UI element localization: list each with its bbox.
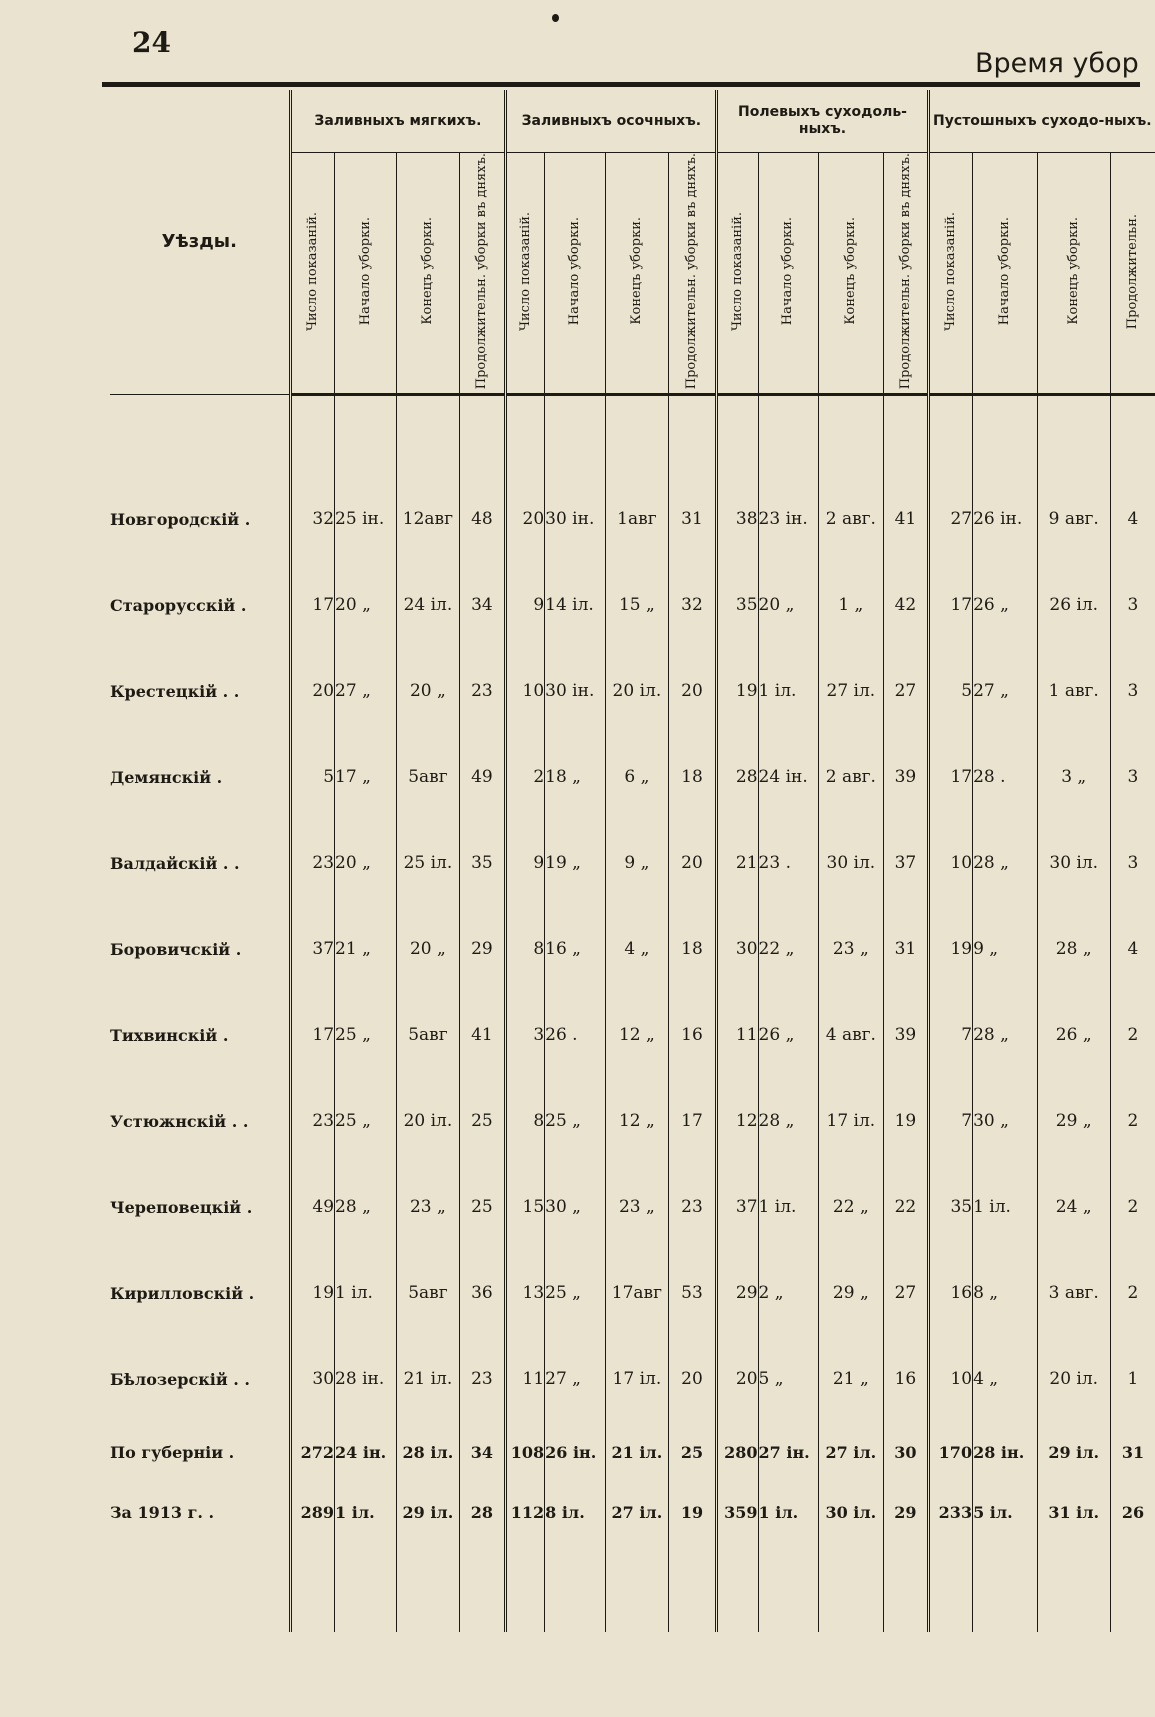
table-cell: 42 xyxy=(884,562,928,648)
table-cell: 26 „ xyxy=(973,562,1037,648)
table-cell: 27 xyxy=(884,1250,928,1336)
table-cell: 5авг xyxy=(397,734,459,820)
table-cell: 19 xyxy=(928,906,972,992)
table-cell: 20 xyxy=(290,648,334,734)
table-cell: 3 xyxy=(1110,648,1155,734)
table-cell: 35 xyxy=(717,562,758,648)
table-cell: 41 xyxy=(884,476,928,562)
table-cell: 1авг xyxy=(606,476,668,562)
table-cell: 2 xyxy=(1110,1078,1155,1164)
table-cell: 25 „ xyxy=(335,992,397,1078)
table-cell: 23 . xyxy=(758,820,818,906)
table-cell: 22 „ xyxy=(758,906,818,992)
table-cell: 20 „ xyxy=(397,906,459,992)
table-cell: 23 „ xyxy=(818,906,884,992)
table-cell: 31 xyxy=(1110,1422,1155,1482)
table-cell: 17 xyxy=(928,734,972,820)
table-row xyxy=(110,1078,1155,1164)
district-header-label: Уѣзды. xyxy=(161,231,237,253)
table-cell: 272 xyxy=(290,1422,334,1482)
district-name: Новгородскій . xyxy=(110,509,251,529)
table-cell: 19 xyxy=(717,648,758,734)
table-cell: 4 xyxy=(1110,476,1155,562)
table-cell: 3 „ xyxy=(1037,734,1110,820)
table-cell: 20 „ xyxy=(335,820,397,906)
table-cell: 27 ін. xyxy=(758,1422,818,1482)
district-name: Бѣлозерскій . . xyxy=(110,1369,250,1389)
table-row xyxy=(110,648,1155,734)
table-cell: 24 ін. xyxy=(758,734,818,820)
table-cell: 37 xyxy=(290,906,334,992)
table-cell: 24 „ xyxy=(1037,1164,1110,1250)
table-cell: 4 xyxy=(1110,906,1155,992)
table-cell: 9 авг. xyxy=(1037,476,1110,562)
table-cell: 5 „ xyxy=(758,1336,818,1422)
table-cell: 29 „ xyxy=(818,1250,884,1336)
table-cell: 30 іл. xyxy=(818,820,884,906)
table-cell: 28 „ xyxy=(973,820,1037,906)
table-cell: 3 xyxy=(506,992,545,1078)
table-cell: 20 іл. xyxy=(397,1078,459,1164)
district-name: Старорусскій . xyxy=(110,595,247,615)
table-cell: 17 іл. xyxy=(818,1078,884,1164)
table-cell: 4 „ xyxy=(606,906,668,992)
table-cell: 12 xyxy=(717,1078,758,1164)
table-cell: 16 xyxy=(668,992,717,1078)
table-cell: 21 „ xyxy=(818,1336,884,1422)
table-cell: 28 ін. xyxy=(335,1336,397,1422)
table-cell: 29 xyxy=(717,1250,758,1336)
group-header: Полевыхъ суходоль-ныхъ. xyxy=(717,90,928,153)
table-cell: 233 xyxy=(928,1482,972,1542)
table-cell: 1 іл. xyxy=(758,648,818,734)
table-cell: 30 „ xyxy=(545,1164,606,1250)
table-cell: 8 xyxy=(506,1078,545,1164)
table-cell: 29 xyxy=(459,906,506,992)
table-cell: 28 ін. xyxy=(973,1422,1037,1482)
table-cell: 2 xyxy=(1110,992,1155,1078)
table-cell: 20 xyxy=(506,476,545,562)
table-cell: 26 „ xyxy=(1037,992,1110,1078)
table-cell: 20 xyxy=(668,648,717,734)
table-cell: 10 xyxy=(928,820,972,906)
table-cell: 9 „ xyxy=(973,906,1037,992)
table-cell: 19 xyxy=(884,1078,928,1164)
table-cell: 27 „ xyxy=(973,648,1037,734)
table-cell: 30 xyxy=(290,1336,334,1422)
table-row xyxy=(110,1164,1155,1250)
table-cell: 26 xyxy=(1110,1482,1155,1542)
table-cell: 21 іл. xyxy=(606,1422,668,1482)
sub-header: Конецъ уборки. xyxy=(629,217,645,325)
table-cell: 25 xyxy=(459,1164,506,1250)
sub-header: Продолжительн. уборки въ дняхъ. xyxy=(684,153,700,390)
table-cell: 5авг xyxy=(397,992,459,1078)
table-cell: 23 „ xyxy=(606,1164,668,1250)
table-cell: 1 іл. xyxy=(973,1164,1037,1250)
table-cell: 1 авг. xyxy=(1037,648,1110,734)
sub-header: Продолжительн. уборки въ дняхъ. xyxy=(474,153,490,390)
sub-header: Продолжительн. уборки въ дняхъ. xyxy=(897,153,913,390)
sub-header: Число показаній. xyxy=(943,211,959,331)
district-name: За 1913 г. . xyxy=(110,1502,215,1522)
table-cell: 23 xyxy=(668,1164,717,1250)
group-header: Пустошныхъ суходо-ныхъ. xyxy=(928,90,1155,153)
table-cell: 25 „ xyxy=(335,1078,397,1164)
table-cell: 112 xyxy=(506,1482,545,1542)
table-cell: 25 „ xyxy=(545,1078,606,1164)
table-cell: 20 xyxy=(668,1336,717,1422)
sub-header: Начало уборки. xyxy=(780,217,796,326)
table-cell: 28 „ xyxy=(335,1164,397,1250)
table-cell: 13 xyxy=(506,1250,545,1336)
table-cell: 3 xyxy=(1110,820,1155,906)
table-cell: 16 xyxy=(884,1336,928,1422)
table-cell: 23 „ xyxy=(397,1164,459,1250)
table-cell: 7 xyxy=(928,992,972,1078)
table-cell: 17 xyxy=(668,1078,717,1164)
table-cell: 27 „ xyxy=(335,648,397,734)
table-cell: 1 іл. xyxy=(335,1482,397,1542)
table-cell: 23 xyxy=(290,1078,334,1164)
table-cell: 5 іл. xyxy=(973,1482,1037,1542)
table-cell: 26 ін. xyxy=(545,1422,606,1482)
table-cell: 3 авг. xyxy=(1037,1250,1110,1336)
sub-header: Конецъ уборки. xyxy=(420,217,436,325)
table-cell: 8 xyxy=(506,906,545,992)
table-cell: 17авг xyxy=(606,1250,668,1336)
table-cell: 20 „ xyxy=(758,562,818,648)
table-cell: 27 xyxy=(928,476,972,562)
table-cell: 17 xyxy=(928,562,972,648)
running-title: Время убор xyxy=(975,48,1139,79)
table-cell: 20 „ xyxy=(397,648,459,734)
table-cell: 4 авг. xyxy=(818,992,884,1078)
district-name: По губерніи . xyxy=(110,1442,235,1462)
table-cell: 1 іл. xyxy=(758,1482,818,1542)
ink-dot xyxy=(552,14,559,22)
table-cell: 30 іл. xyxy=(1037,820,1110,906)
table-cell: 27 іл. xyxy=(818,648,884,734)
harvest-time-table xyxy=(110,90,1155,1632)
table-cell: 27 іл. xyxy=(606,1482,668,1542)
table-cell: 21 xyxy=(717,820,758,906)
table-cell: 19 xyxy=(290,1250,334,1336)
district-name: Валдайскій . . xyxy=(110,853,240,873)
table-cell: 2 xyxy=(1110,1250,1155,1336)
table-cell: 5 xyxy=(928,648,972,734)
table-cell: 30 xyxy=(884,1422,928,1482)
table-row xyxy=(110,906,1155,992)
district-name: Демянскій . xyxy=(110,767,223,787)
table-cell: 28 іл. xyxy=(397,1422,459,1482)
table-body xyxy=(110,395,1155,1633)
table-cell: 28 . xyxy=(973,734,1037,820)
table-cell: 6 „ xyxy=(606,734,668,820)
page-number: 24 xyxy=(132,26,171,59)
table-cell: 29 xyxy=(884,1482,928,1542)
table-cell: 3 xyxy=(1110,562,1155,648)
table-cell: 17 xyxy=(290,562,334,648)
table-cell: 23 xyxy=(290,820,334,906)
table-cell: 18 xyxy=(668,906,717,992)
table-cell: 27 „ xyxy=(545,1336,606,1422)
table-cell: 30 іл. xyxy=(818,1482,884,1542)
table-cell: 20 іл. xyxy=(606,648,668,734)
table-cell: 31 xyxy=(884,906,928,992)
table-row xyxy=(110,992,1155,1078)
table-cell: 2 „ xyxy=(758,1250,818,1336)
table-cell: 280 xyxy=(717,1422,758,1482)
table-cell: 32 xyxy=(290,476,334,562)
table-cell: 31 іл. xyxy=(1037,1482,1110,1542)
table-cell: 5 xyxy=(290,734,334,820)
table-cell: 38 xyxy=(717,476,758,562)
table-cell: 4 „ xyxy=(973,1336,1037,1422)
table-row xyxy=(110,1250,1155,1336)
table-cell: 36 xyxy=(459,1250,506,1336)
sub-header: Начало уборки. xyxy=(567,217,583,326)
sub-header: Число показаній. xyxy=(304,211,320,331)
district-name: Боровичскій . xyxy=(110,939,242,959)
table-cell: 26 іл. xyxy=(1037,562,1110,648)
table-spacer xyxy=(110,395,1155,477)
table-cell: 24 іл. xyxy=(397,562,459,648)
table-cell: 359 xyxy=(717,1482,758,1542)
table-cell: 30 xyxy=(717,906,758,992)
table-cell: 2 авг. xyxy=(818,734,884,820)
table-cell: 10 xyxy=(506,648,545,734)
table-row xyxy=(110,734,1155,820)
table-cell: 17 іл. xyxy=(606,1336,668,1422)
table-cell: 10 xyxy=(928,1336,972,1422)
district-name: Кирилловскій . xyxy=(110,1283,255,1303)
table-cell: 1 іл. xyxy=(758,1164,818,1250)
table-row xyxy=(110,1336,1155,1422)
table-cell: 35 xyxy=(459,820,506,906)
table-cell: 15 xyxy=(506,1164,545,1250)
table-cell: 27 іл. xyxy=(818,1422,884,1482)
sub-header: Начало уборки. xyxy=(996,217,1012,326)
table-cell: 53 xyxy=(668,1250,717,1336)
table-cell: 29 іл. xyxy=(397,1482,459,1542)
table-cell: 2 xyxy=(506,734,545,820)
table-cell: 32 xyxy=(668,562,717,648)
sub-header: Число показаній. xyxy=(730,211,746,331)
table-cell: 3 xyxy=(1110,734,1155,820)
table-tail xyxy=(110,1542,1155,1632)
table-cell: 28 xyxy=(459,1482,506,1542)
table-cell: 27 xyxy=(884,648,928,734)
table-cell: 49 xyxy=(290,1164,334,1250)
table-cell: 49 xyxy=(459,734,506,820)
table-cell: 28 „ xyxy=(1037,906,1110,992)
table-cell: 9 xyxy=(506,820,545,906)
table-cell: 1 „ xyxy=(818,562,884,648)
district-name: Тихвинскій . xyxy=(110,1025,229,1045)
table-cell: 11 xyxy=(506,1336,545,1422)
table-cell: 24 ін. xyxy=(335,1422,397,1482)
table-cell: 16 „ xyxy=(545,906,606,992)
table-cell: 20 xyxy=(668,820,717,906)
table-cell: 8 „ xyxy=(973,1250,1037,1336)
table-cell: 28 „ xyxy=(973,992,1037,1078)
table-cell: 28 xyxy=(717,734,758,820)
table-cell: 39 xyxy=(884,992,928,1078)
table-cell: 108 xyxy=(506,1422,545,1482)
table-cell: 20 xyxy=(717,1336,758,1422)
table-cell: 289 xyxy=(290,1482,334,1542)
district-name: Крестецкій . . xyxy=(110,681,240,701)
table-cell: 19 „ xyxy=(545,820,606,906)
table-cell: 14 іл. xyxy=(545,562,606,648)
table-cell: 1 xyxy=(1110,1336,1155,1422)
table-cell: 9 „ xyxy=(606,820,668,906)
table-cell: 25 xyxy=(668,1422,717,1482)
table-cell: 29 іл. xyxy=(1037,1422,1110,1482)
table-cell: 18 „ xyxy=(545,734,606,820)
summary-row xyxy=(110,1482,1155,1542)
table-cell: 37 xyxy=(884,820,928,906)
table-cell: 11 xyxy=(717,992,758,1078)
district-name: Череповецкій . xyxy=(110,1197,253,1217)
table-cell: 8 іл. xyxy=(545,1482,606,1542)
table-cell: 23 xyxy=(459,648,506,734)
table-cell: 29 „ xyxy=(1037,1078,1110,1164)
table-cell: 7 xyxy=(928,1078,972,1164)
table-cell: 30 ін. xyxy=(545,648,606,734)
table-cell: 30 „ xyxy=(973,1078,1037,1164)
table-cell: 20 іл. xyxy=(1037,1336,1110,1422)
table-cell: 2 авг. xyxy=(818,476,884,562)
district-name: Устюжнскій . . xyxy=(110,1111,249,1131)
table-cell: 21 іл. xyxy=(397,1336,459,1422)
table-cell: 170 xyxy=(928,1422,972,1482)
group-header: Заливныхъ мягкихъ. xyxy=(290,90,506,153)
table-cell: 26 . xyxy=(545,992,606,1078)
table-row xyxy=(110,476,1155,562)
table-cell: 17 „ xyxy=(335,734,397,820)
table-cell: 31 xyxy=(668,476,717,562)
table-cell: 16 xyxy=(928,1250,972,1336)
table-cell: 41 xyxy=(459,992,506,1078)
table-cell: 34 xyxy=(459,562,506,648)
table-cell: 12авг xyxy=(397,476,459,562)
table-row xyxy=(110,820,1155,906)
group-header: Заливныхъ осочныхъ. xyxy=(506,90,717,153)
table-cell: 30 ін. xyxy=(545,476,606,562)
table-cell: 18 xyxy=(668,734,717,820)
sub-header: Число показаній. xyxy=(517,211,533,331)
table-cell: 26 „ xyxy=(758,992,818,1078)
table-cell: 35 xyxy=(928,1164,972,1250)
sub-header: Начало уборки. xyxy=(357,217,373,326)
table-cell: 25 „ xyxy=(545,1250,606,1336)
table-cell: 19 xyxy=(668,1482,717,1542)
sub-header: Продолжительн. xyxy=(1125,213,1141,329)
table-cell: 25 ін. xyxy=(335,476,397,562)
table-cell: 22 xyxy=(884,1164,928,1250)
table-cell: 34 xyxy=(459,1422,506,1482)
table-cell: 23 ін. xyxy=(758,476,818,562)
sub-header: Конецъ уборки. xyxy=(843,217,859,325)
table-cell: 23 xyxy=(459,1336,506,1422)
table-cell: 37 xyxy=(717,1164,758,1250)
table-row xyxy=(110,562,1155,648)
table-cell: 12 „ xyxy=(606,992,668,1078)
table-cell: 22 „ xyxy=(818,1164,884,1250)
table-cell: 26 ін. xyxy=(973,476,1037,562)
table-cell: 12 „ xyxy=(606,1078,668,1164)
table-cell: 21 „ xyxy=(335,906,397,992)
table-cell: 17 xyxy=(290,992,334,1078)
district-column-header xyxy=(110,90,290,395)
sub-header: Конецъ уборки. xyxy=(1065,217,1081,325)
table-cell: 9 xyxy=(506,562,545,648)
table-cell: 2 xyxy=(1110,1164,1155,1250)
table-cell: 25 xyxy=(459,1078,506,1164)
summary-row xyxy=(110,1422,1155,1482)
table-cell: 39 xyxy=(884,734,928,820)
table-cell: 5авг xyxy=(397,1250,459,1336)
table-cell: 25 іл. xyxy=(397,820,459,906)
table-cell: 28 „ xyxy=(758,1078,818,1164)
table-cell: 1 іл. xyxy=(335,1250,397,1336)
header-rule xyxy=(102,82,1140,87)
table-cell: 20 „ xyxy=(335,562,397,648)
table-cell: 15 „ xyxy=(606,562,668,648)
table-cell: 48 xyxy=(459,476,506,562)
